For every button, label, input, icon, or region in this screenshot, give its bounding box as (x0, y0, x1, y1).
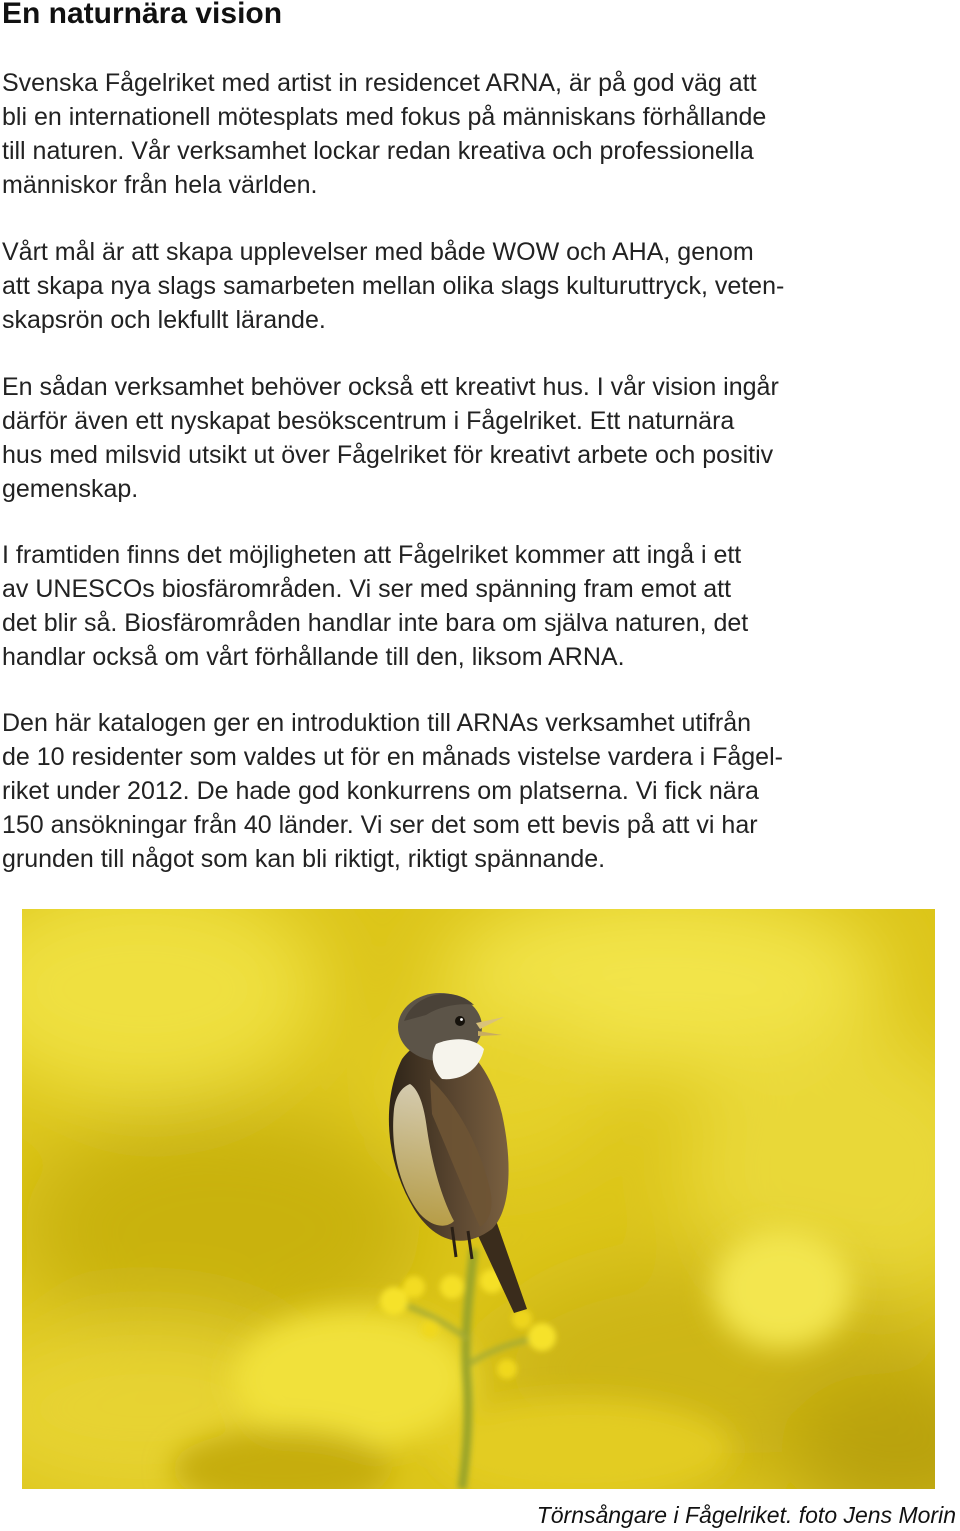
text-line: grunden till något som kan bli riktigt, riktigt spännande. (2, 845, 606, 873)
text-line: hus med milsvid utsikt ut över Fågelriket för kreativt arbete och positiv (2, 441, 774, 469)
page-title: En naturnära vision (2, 0, 283, 30)
text-line: Den här katalogen ger en introduktion till ARNAs verksamhet utifrån (2, 709, 751, 737)
paragraph-goal (2, 235, 932, 337)
text-line: människor från hela världen. (2, 171, 318, 199)
paragraph-unesco (2, 538, 932, 674)
text-line: I framtiden finns det möjligheten att Fågelriket kommer att ingå i ett (2, 541, 742, 569)
text-line: därför även ett nyskapat besökscentrum i Fågelriket. Ett naturnära (2, 407, 735, 435)
text-line: skapsrön och lekfullt lärande. (2, 306, 326, 334)
text-line: En sådan verksamhet behöver också ett kreativt hus. I vår vision ingår (2, 373, 779, 401)
bird-photo (22, 909, 935, 1489)
text-line: att skapa nya slags samarbeten mellan olika slags kulturuttryck, veten- (2, 272, 785, 300)
paragraph-catalogue (2, 706, 932, 876)
text-line: gemenskap. (2, 475, 139, 503)
text-line: det blir så. Biosfärområden handlar inte bara om själva naturen, det (2, 609, 749, 637)
text-line: 150 ansökningar från 40 länder. Vi ser det som ett bevis på att vi har (2, 811, 758, 839)
photo-caption: Törnsångare i Fågelriket. foto Jens Morin (536, 1502, 956, 1528)
paragraph-intro (2, 66, 932, 202)
text-line: de 10 residenter som valdes ut för en månads vistelse vardera i Fågel- (2, 743, 783, 771)
text-line: av UNESCOs biosfärområden. Vi ser med spänning fram emot att (2, 575, 732, 603)
text-line: riket under 2012. De hade god konkurrens om platserna. Vi fick nära (2, 777, 759, 805)
text-line: Vårt mål är att skapa upplevelser med både WOW och AHA, genom (2, 238, 754, 266)
text-line: handlar också om vårt förhållande till den, liksom ARNA. (2, 643, 625, 671)
text-line: bli en internationell mötesplats med fokus på människans förhållande (2, 103, 767, 131)
paragraph-creative-house (2, 370, 932, 506)
bird-photo-illustration (22, 909, 935, 1489)
text-line: till naturen. Vår verksamhet lockar redan kreativa och professionella (2, 137, 754, 165)
text-line: Svenska Fågelriket med artist in residencet ARNA, är på god väg att (2, 69, 757, 97)
